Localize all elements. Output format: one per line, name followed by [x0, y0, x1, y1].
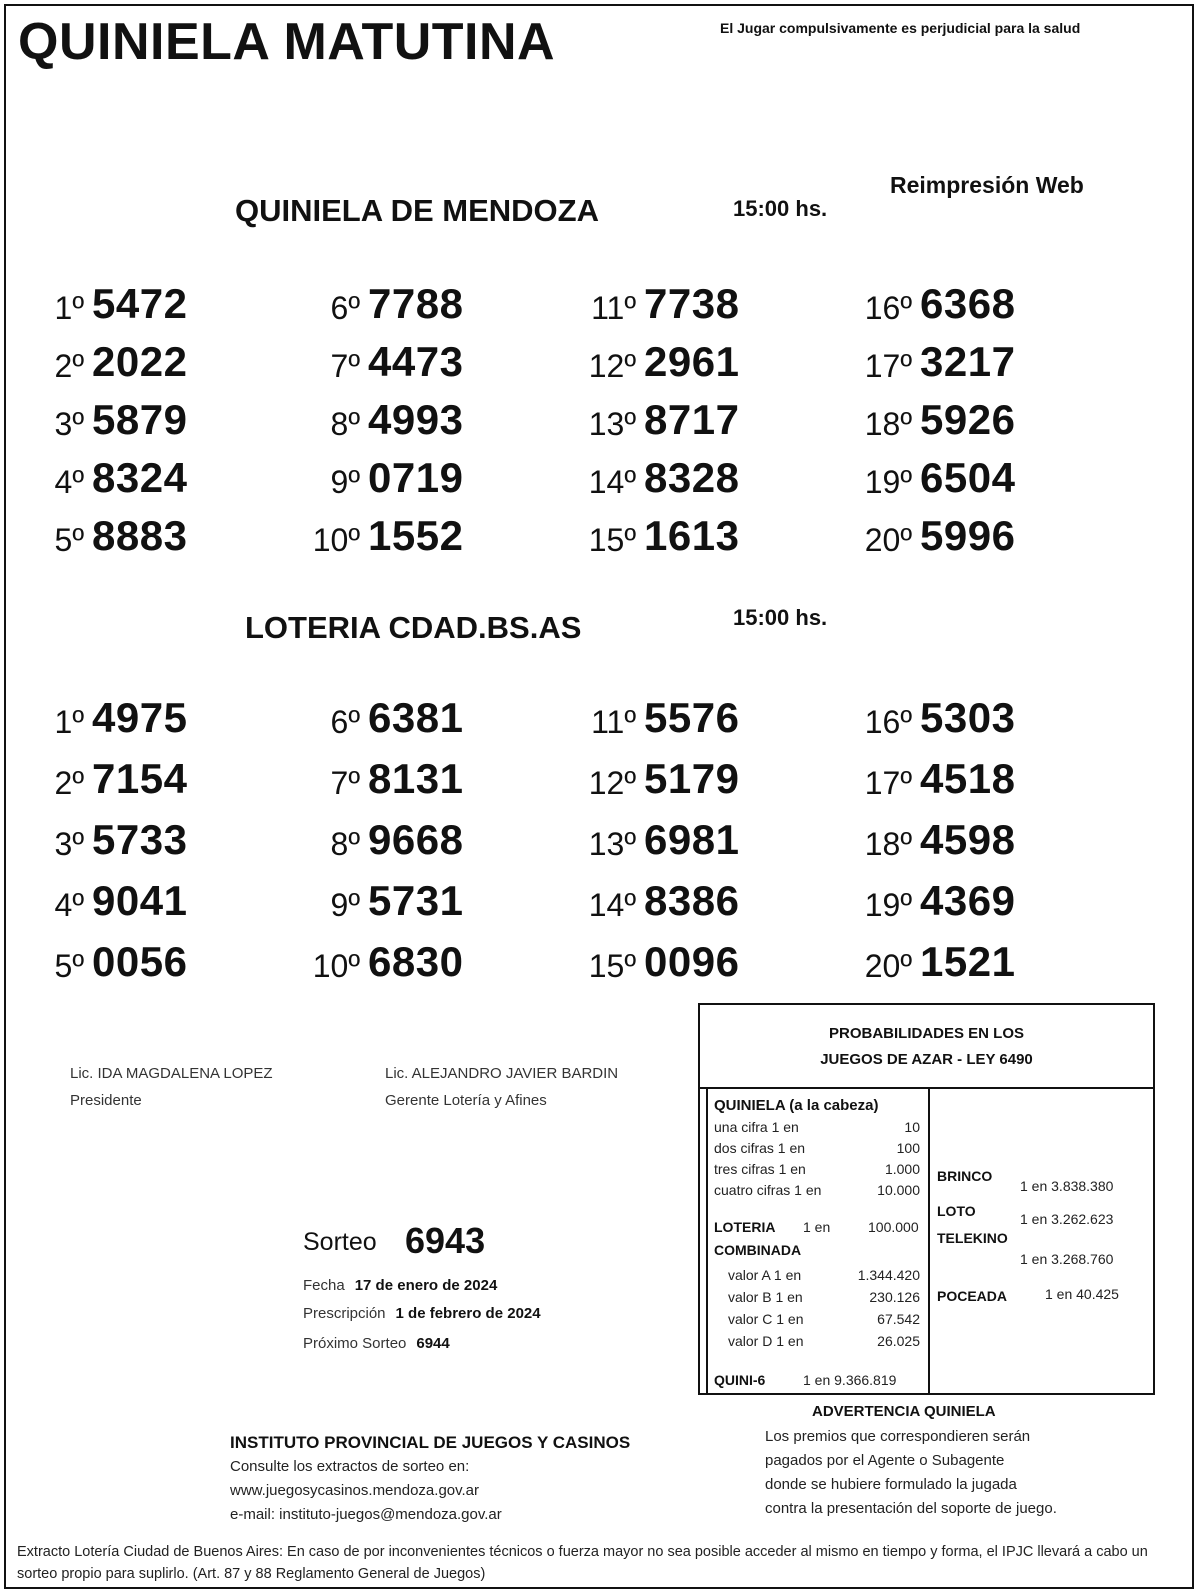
signature-right-name: Lic. ALEJANDRO JAVIER BARDIN — [385, 1065, 619, 1082]
result-number: 7154 — [92, 755, 188, 802]
result-position: 20º — [864, 522, 912, 558]
probabilities-left-column — [706, 1089, 930, 1395]
signature-left-name: Lic. IDA MAGDALENA LOPEZ — [70, 1065, 273, 1082]
result-number: 8883 — [92, 512, 188, 559]
odds-row-value: 10 — [904, 1119, 920, 1135]
result-cell — [0, 936, 276, 994]
result-cell — [828, 336, 1104, 394]
health-warning: El Jugar compulsivamente es perjudicial para la salud — [720, 20, 1081, 36]
signature-right — [385, 1060, 618, 1114]
result-cell — [552, 692, 828, 750]
odds-row-value: 67.542 — [877, 1311, 920, 1327]
signature-left — [70, 1060, 273, 1114]
result-cell — [0, 875, 276, 933]
result-position: 1º — [54, 704, 84, 740]
signature-right-role: Gerente Lotería y Afines — [385, 1092, 547, 1109]
odds-row-label: dos cifras 1 en — [714, 1140, 806, 1156]
result-position: 2º — [54, 765, 84, 801]
loteria-odds-value: 100.000 — [868, 1219, 919, 1235]
result-number: 9668 — [368, 816, 464, 863]
section1-time: 15:00 hs. — [733, 196, 828, 221]
signature-left-role: Presidente — [70, 1092, 142, 1109]
result-cell — [276, 510, 552, 568]
institute-website: www.juegosycasinos.mendoza.gov.ar — [230, 1482, 480, 1499]
result-number: 8717 — [644, 396, 740, 443]
result-number: 5179 — [644, 755, 740, 802]
result-cell — [552, 936, 828, 994]
odds-row-value: 1.000 — [884, 1161, 920, 1177]
result-cell — [828, 875, 1104, 933]
result-number: 4518 — [920, 755, 1016, 802]
result-number: 8131 — [368, 755, 464, 802]
result-position: 5º — [54, 948, 84, 984]
loteria-odds-label: LOTERIA — [714, 1219, 776, 1235]
result-cell — [552, 452, 828, 510]
result-position: 15º — [588, 522, 636, 558]
result-cell — [276, 452, 552, 510]
result-cell — [552, 278, 828, 336]
odds-row-label: valor C 1 en — [728, 1311, 804, 1327]
result-cell — [276, 814, 552, 872]
result-cell — [0, 336, 276, 394]
result-number: 5926 — [920, 396, 1016, 443]
institute-title: INSTITUTO PROVINCIAL DE JUEGOS Y CASINOS — [230, 1433, 631, 1452]
brinco-label: BRINCO — [937, 1168, 993, 1184]
results-grid — [0, 278, 1104, 568]
section2-title: LOTERIA CDAD.BS.AS — [245, 610, 582, 645]
result-position: 6º — [330, 704, 360, 740]
telekino-value: 1 en 3.268.760 — [1020, 1251, 1114, 1267]
result-position: 8º — [330, 826, 360, 862]
section1-results — [0, 278, 1104, 568]
fecha-value: 17 de enero de 2024 — [354, 1277, 498, 1294]
prescripcion-value: 1 de febrero de 2024 — [395, 1305, 541, 1322]
result-number: 7738 — [644, 280, 740, 327]
result-number: 8328 — [644, 454, 740, 501]
result-cell — [276, 936, 552, 994]
result-cell — [828, 936, 1104, 994]
quiniela-odds-title: QUINIELA (a la cabeza) — [714, 1097, 879, 1114]
proximo-row — [303, 1335, 450, 1352]
result-position: 2º — [54, 348, 84, 384]
result-number: 4993 — [368, 396, 464, 443]
result-position: 16º — [864, 704, 912, 740]
combinada-title: COMBINADA — [714, 1242, 802, 1258]
result-position: 10º — [312, 948, 360, 984]
result-cell — [552, 510, 828, 568]
result-number: 2961 — [644, 338, 740, 385]
advertencia-line: donde se hubiere formulado la jugada — [765, 1476, 1017, 1493]
result-position: 12º — [588, 765, 636, 801]
result-number: 5733 — [92, 816, 188, 863]
result-cell — [0, 278, 276, 336]
result-number: 1552 — [368, 512, 464, 559]
institute-line-1: Consulte los extractos de sorteo en: — [230, 1458, 470, 1475]
advertencia-text — [765, 1425, 1057, 1521]
telekino-label: TELEKINO — [937, 1230, 1008, 1246]
result-number: 6368 — [920, 280, 1016, 327]
result-cell — [0, 394, 276, 452]
result-number: 4369 — [920, 877, 1016, 924]
probabilities-title-1: PROBABILIDADES EN LOS — [828, 1025, 1024, 1042]
sorteo-label: Sorteo — [303, 1228, 377, 1256]
section2-results — [0, 692, 1104, 997]
result-cell — [0, 510, 276, 568]
result-number: 5576 — [644, 694, 740, 741]
result-number: 0056 — [92, 938, 188, 985]
advertencia-line: contra la presentación del soporte de juego. — [765, 1500, 1057, 1517]
odds-row-label: valor A 1 en — [728, 1267, 802, 1283]
result-position: 18º — [864, 826, 912, 862]
result-position: 9º — [330, 464, 360, 500]
result-number: 7788 — [368, 280, 464, 327]
section1-title: QUINIELA DE MENDOZA — [235, 193, 599, 228]
poceada-label: POCEADA — [937, 1288, 1008, 1304]
result-number: 6830 — [368, 938, 464, 985]
prescripcion-label: Prescripción — [303, 1305, 386, 1322]
result-number: 1521 — [920, 938, 1016, 985]
result-cell — [276, 692, 552, 750]
result-position: 12º — [588, 348, 636, 384]
result-position: 19º — [864, 887, 912, 923]
proximo-value: 6944 — [416, 1335, 450, 1352]
result-position: 17º — [864, 765, 912, 801]
result-number: 0096 — [644, 938, 740, 985]
brinco-value: 1 en 3.838.380 — [1020, 1178, 1114, 1194]
result-position: 3º — [54, 826, 84, 862]
advertencia-title: ADVERTENCIA QUINIELA — [812, 1403, 996, 1420]
fecha-label: Fecha — [303, 1277, 345, 1294]
result-number: 6981 — [644, 816, 740, 863]
section2-time: 15:00 hs. — [733, 605, 828, 630]
result-cell — [552, 336, 828, 394]
result-number: 2022 — [92, 338, 188, 385]
result-position: 13º — [588, 406, 636, 442]
odds-row-value: 100 — [896, 1140, 920, 1156]
institute-email: e-mail: instituto-juegos@mendoza.gov.ar — [230, 1506, 502, 1523]
result-cell — [552, 814, 828, 872]
result-cell — [276, 875, 552, 933]
result-cell — [828, 753, 1104, 811]
institute-info — [230, 1455, 502, 1527]
result-number: 1613 — [644, 512, 740, 559]
sorteo-number: 6943 — [405, 1220, 486, 1261]
reprint-label: Reimpresión Web — [890, 172, 1084, 198]
result-number: 4473 — [368, 338, 464, 385]
odds-row-value: 230.126 — [869, 1289, 920, 1305]
prescripcion-row — [303, 1305, 541, 1322]
odds-row-value: 26.025 — [877, 1333, 920, 1349]
result-position: 19º — [864, 464, 912, 500]
result-position: 5º — [54, 522, 84, 558]
result-position: 4º — [54, 887, 84, 923]
result-cell — [828, 814, 1104, 872]
result-number: 8386 — [644, 877, 740, 924]
result-position: 14º — [588, 887, 636, 923]
probabilities-box — [698, 1003, 1155, 1395]
odds-row-value: 10.000 — [877, 1182, 920, 1198]
result-position: 17º — [864, 348, 912, 384]
result-cell — [828, 394, 1104, 452]
result-position: 8º — [330, 406, 360, 442]
result-cell — [0, 692, 276, 750]
footer-note: Extracto Lotería Ciudad de Buenos Aires: En caso de por inconvenientes técnicos o fuerza mayor no sea posible acceder al mismo en tiempo y forma, el IPJC llevará a cabo un sorteo propio para suplirlo. (Art. 87 y 88 Reglamento General de Juegos) — [17, 1544, 1148, 1582]
result-cell — [0, 452, 276, 510]
page-title: QUINIELA MATUTINA — [18, 13, 556, 71]
probabilities-header — [700, 1005, 1153, 1089]
odds-row-value: 1.344.420 — [857, 1267, 920, 1283]
result-position: 7º — [330, 765, 360, 801]
result-position: 3º — [54, 406, 84, 442]
result-position: 13º — [588, 826, 636, 862]
result-cell — [828, 278, 1104, 336]
result-position: 16º — [864, 290, 912, 326]
result-number: 4975 — [92, 694, 188, 741]
result-number: 5996 — [920, 512, 1016, 559]
result-number: 4598 — [920, 816, 1016, 863]
loto-label: LOTO — [937, 1203, 976, 1219]
result-cell — [276, 336, 552, 394]
result-number: 8324 — [92, 454, 188, 501]
result-number: 5472 — [92, 280, 188, 327]
result-position: 4º — [54, 464, 84, 500]
result-number: 3217 — [920, 338, 1016, 385]
result-cell — [828, 692, 1104, 750]
quini6-label: QUINI-6 — [714, 1372, 766, 1388]
result-position: 20º — [864, 948, 912, 984]
result-position: 15º — [588, 948, 636, 984]
fecha-row — [303, 1277, 497, 1294]
result-position: 11º — [591, 704, 636, 740]
odds-row-label: valor B 1 en — [728, 1289, 803, 1305]
result-number: 9041 — [92, 877, 188, 924]
results-grid — [0, 692, 1104, 997]
result-cell — [828, 510, 1104, 568]
result-position: 11º — [591, 290, 636, 326]
result-number: 5731 — [368, 877, 464, 924]
result-position: 14º — [588, 464, 636, 500]
result-cell — [552, 875, 828, 933]
result-number: 5879 — [92, 396, 188, 443]
result-position: 6º — [330, 290, 360, 326]
result-number: 0719 — [368, 454, 464, 501]
result-position: 18º — [864, 406, 912, 442]
odds-row-label: tres cifras 1 en — [714, 1161, 806, 1177]
loto-value: 1 en 3.262.623 — [1020, 1211, 1114, 1227]
odds-row-label: valor D 1 en — [728, 1333, 804, 1349]
result-cell — [276, 394, 552, 452]
loteria-odds-text: 1 en — [803, 1219, 831, 1235]
advertencia-line: Los premios que correspondieren serán — [765, 1428, 1031, 1445]
result-position: 9º — [330, 887, 360, 923]
probabilities-title-2: JUEGOS DE AZAR - LEY 6490 — [820, 1051, 1033, 1068]
odds-row-label: cuatro cifras 1 en — [714, 1182, 822, 1198]
proximo-label: Próximo Sorteo — [303, 1335, 407, 1352]
result-position: 7º — [330, 348, 360, 384]
result-cell — [0, 753, 276, 811]
result-position: 10º — [312, 522, 360, 558]
result-number: 5303 — [920, 694, 1016, 741]
advertencia-line: pagados por el Agente o Subagente — [765, 1452, 1005, 1469]
odds-row-label: una cifra 1 en — [714, 1119, 799, 1135]
quini6-value: 1 en 9.366.819 — [803, 1372, 897, 1388]
result-cell — [828, 452, 1104, 510]
result-number: 6381 — [368, 694, 464, 741]
result-cell — [276, 753, 552, 811]
result-cell — [0, 814, 276, 872]
result-cell — [552, 753, 828, 811]
poceada-value: 1 en 40.425 — [1045, 1286, 1119, 1302]
result-position: 1º — [54, 290, 84, 326]
result-cell — [276, 278, 552, 336]
result-cell — [552, 394, 828, 452]
result-number: 6504 — [920, 454, 1016, 501]
